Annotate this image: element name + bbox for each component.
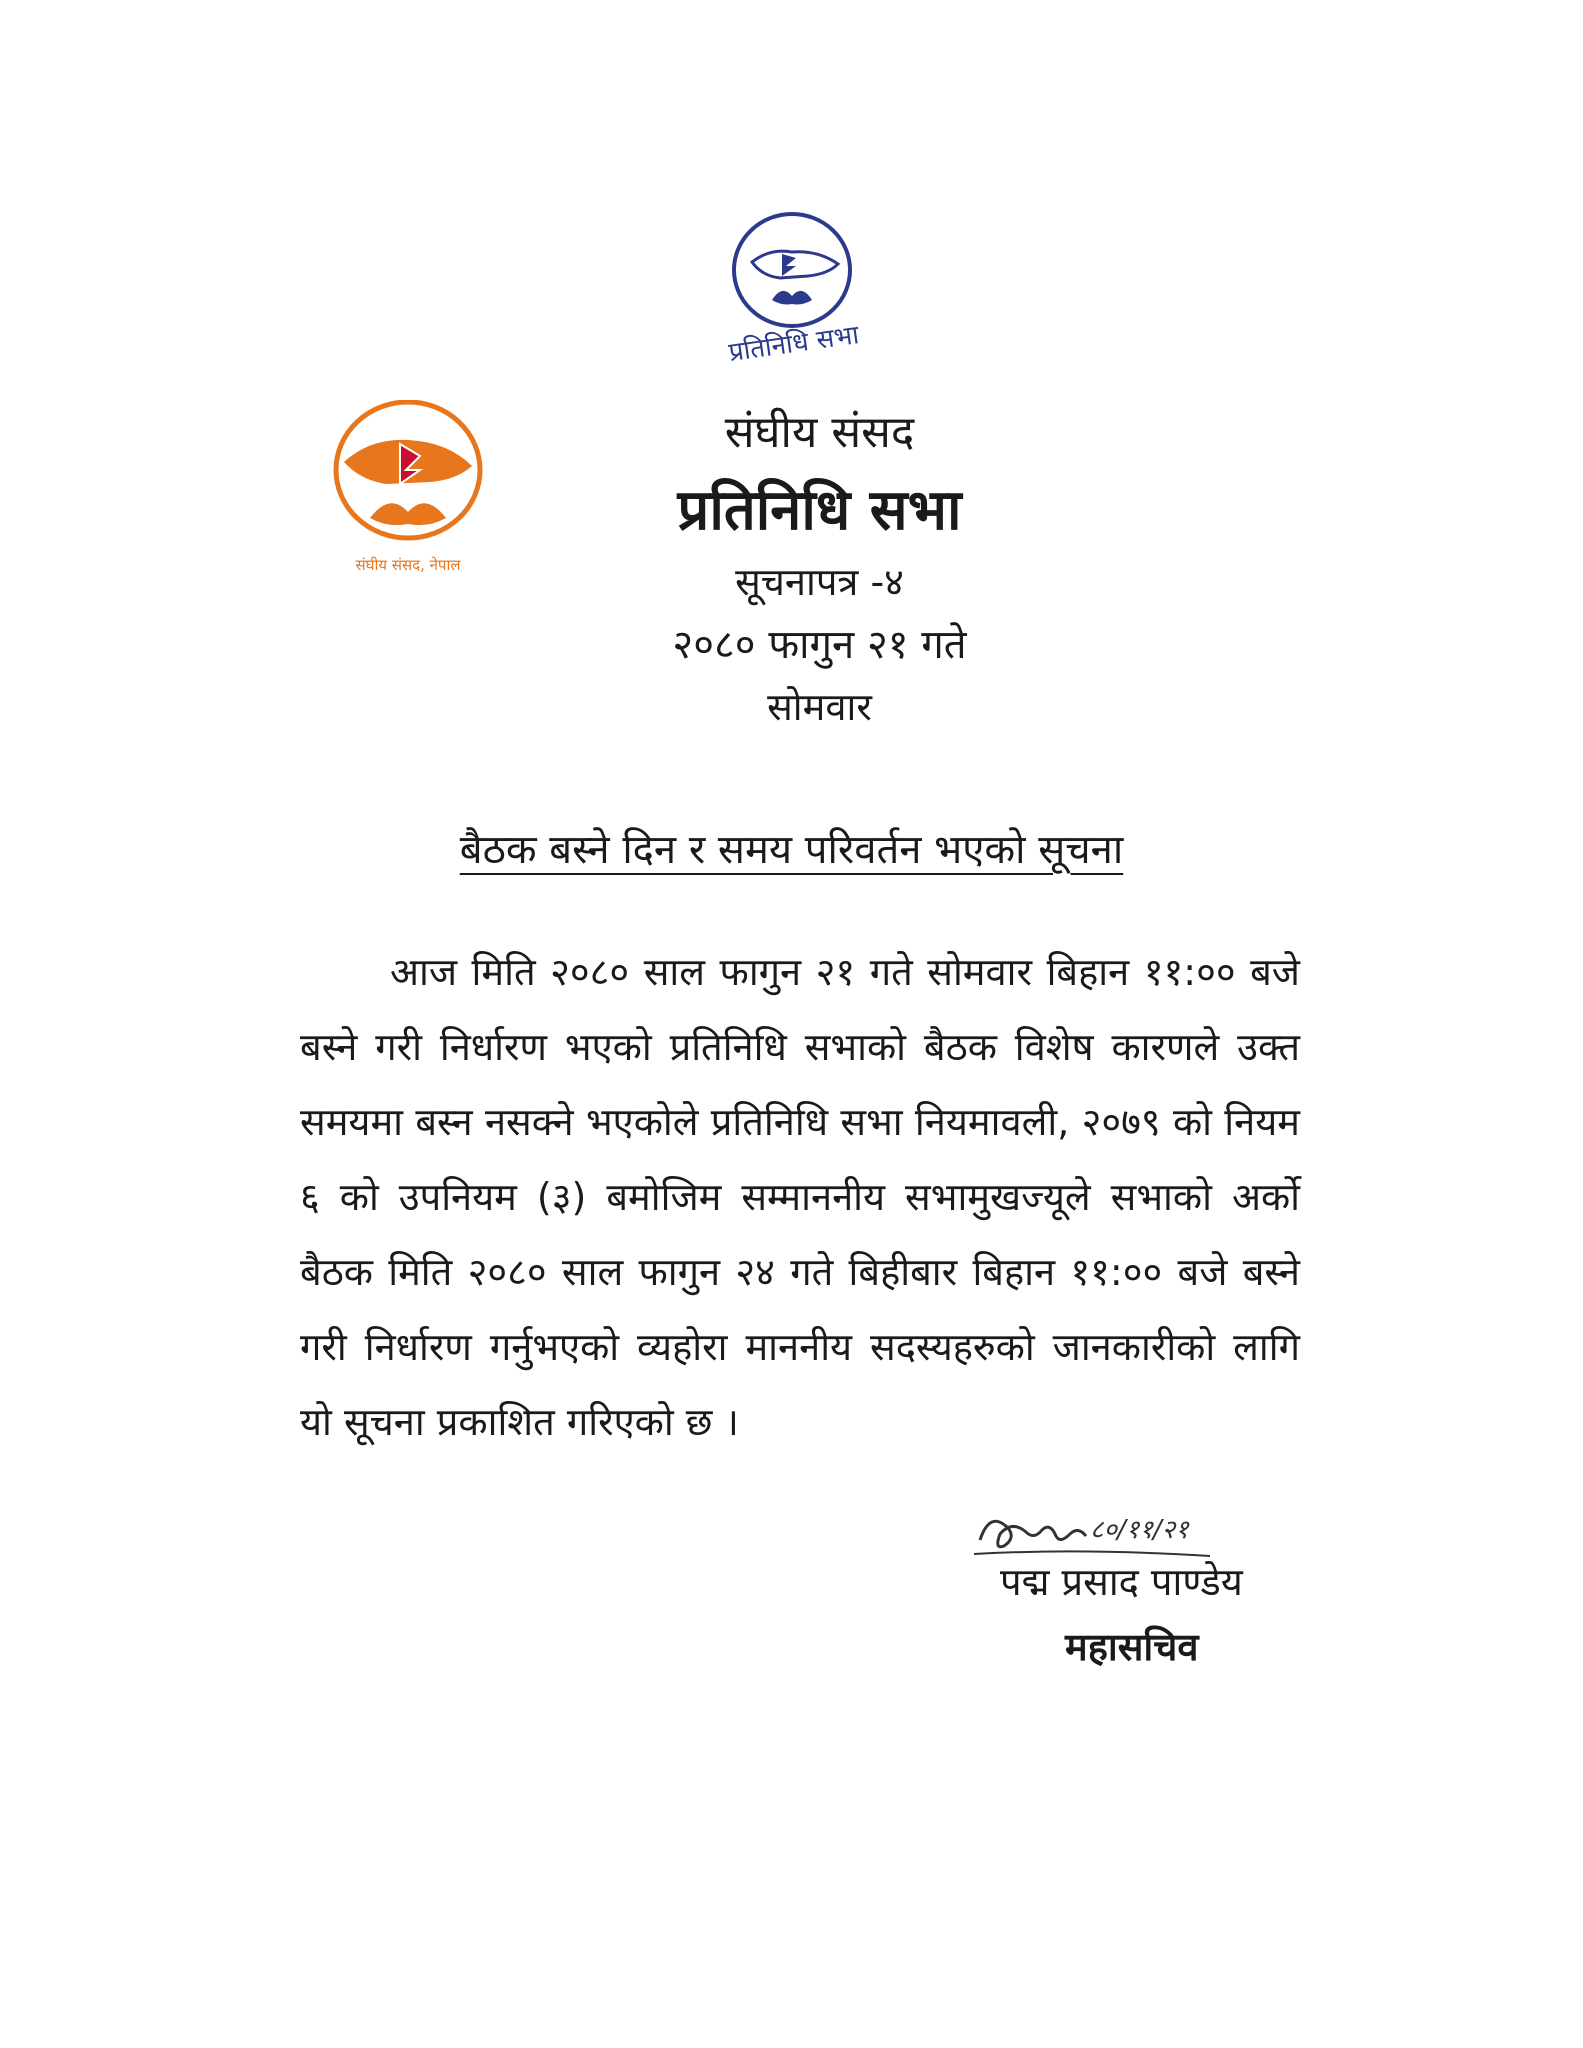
parliament-name: संघीय संसद [724,407,915,458]
notice-body: आज मिति २०८० साल फागुन २१ गते सोमवार बिहान ११:०० बजे बस्ने गरी निर्धारण भएको प्रतिनिधि सभाको बैठक विशेष कारणले उक्त समयमा बस्न नसक्ने भएकोले प्रतिनिधि सभा नियमावली, २०७९ को नियम ६ को उपनियम (३) बमोजिम सम्माननीय सभामुखज्यूले सभाको अर्को बैठक मिति २०८० साल फागुन २४ गते बिहीबार बिहान ११:०० बजे बस्ने गरी निर्धारण गर्नुभएको व्यहोरा माननीय सदस्यहरुको जानकारीको लागि यो सूचना प्रकाशित गरिएको छ । [300,950,1300,1444]
signatory-title: महासचिव [1065,1625,1199,1669]
svg-text:प्रतिनिधि सभा: प्रतिनिधि सभा [726,320,861,369]
house-name: प्रतिनिधि सभा [677,478,962,543]
notice-subject-text: बैठक बस्ने दिन र समय परिवर्तन भएको सूचना [459,827,1124,873]
notice-subject [0,820,1583,875]
notice-number: सूचनापत्र -४ [735,560,904,604]
notice-day: सोमवार [767,685,872,729]
signatory-name: पद्म प्रसाद पाण्डेय [1000,1560,1243,1604]
house-emblem-icon [700,200,900,380]
notice-date: २०८० फागुन २१ गते [672,622,967,668]
svg-text:संघीय संसद, नेपाल: संघीय संसद, नेपाल [355,556,461,574]
svg-text:८०/११/२१: ८०/११/२१ [1090,1515,1189,1545]
